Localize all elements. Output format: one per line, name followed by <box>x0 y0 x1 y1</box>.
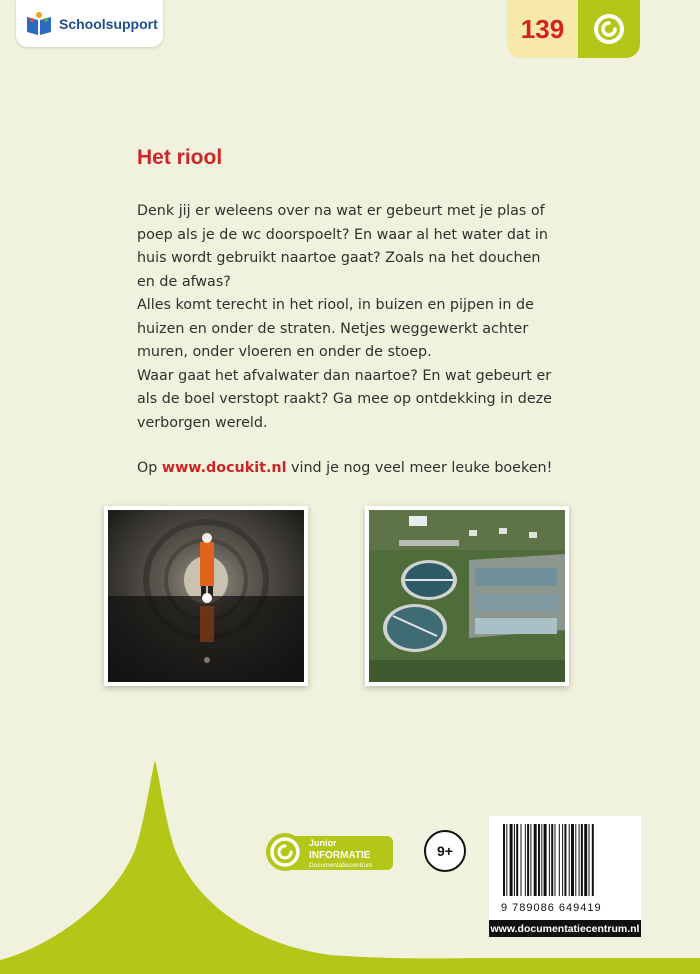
publisher-logo <box>16 0 163 47</box>
link-prefix: Op <box>137 460 162 476</box>
junior-informatie-logo <box>265 830 395 874</box>
body-text <box>137 200 557 435</box>
book-number-tab <box>507 0 640 58</box>
book-logo-icon <box>25 11 53 37</box>
series-name-line1: Junior <box>309 838 337 848</box>
isbn-number: 9 789086 649419 <box>501 902 602 914</box>
series-mark <box>578 0 640 58</box>
docukit-link[interactable]: www.docukit.nl <box>161 460 287 476</box>
paragraph: Alles komt terecht in het riool, in buizen en pijpen in de huizen en onder de straten. Netjes weggewerkt achter muren, onder vloeren en onder de stoep. <box>137 297 534 360</box>
book-number: 139 <box>507 0 578 58</box>
link-suffix: vind je nog veel meer leuke boeken! <box>286 460 553 476</box>
series-name-line3: Documentatiecentrum <box>309 862 373 869</box>
brand-name: Schoolsupport <box>59 15 158 32</box>
age-badge: 9+ <box>424 830 466 872</box>
barcode-icon <box>501 824 631 896</box>
publisher-website[interactable]: www.documentatiecentrum.nl <box>489 920 641 937</box>
page-title: Het riool <box>137 146 223 169</box>
website-line <box>137 457 577 481</box>
spiral-icon <box>592 12 626 46</box>
sewer-tunnel-photo <box>104 506 308 686</box>
series-name-line2: INFORMATIE <box>309 850 371 861</box>
paragraph: Denk jij er weleens over na wat er gebeurt met je plas of poep als je de wc doorspoelt? En waar al het water dat in huis wordt gebruikt naartoe gaat? Zoals na het douchen en de afwas? <box>137 203 548 290</box>
paragraph: Waar gaat het afvalwater dan naartoe? En wat gebeurt er als de boel verstopt raakt? Ga mee op ontdekking in deze verborgen wereld. <box>137 367 552 431</box>
barcode <box>489 816 641 920</box>
treatment-plant-photo <box>365 506 569 686</box>
